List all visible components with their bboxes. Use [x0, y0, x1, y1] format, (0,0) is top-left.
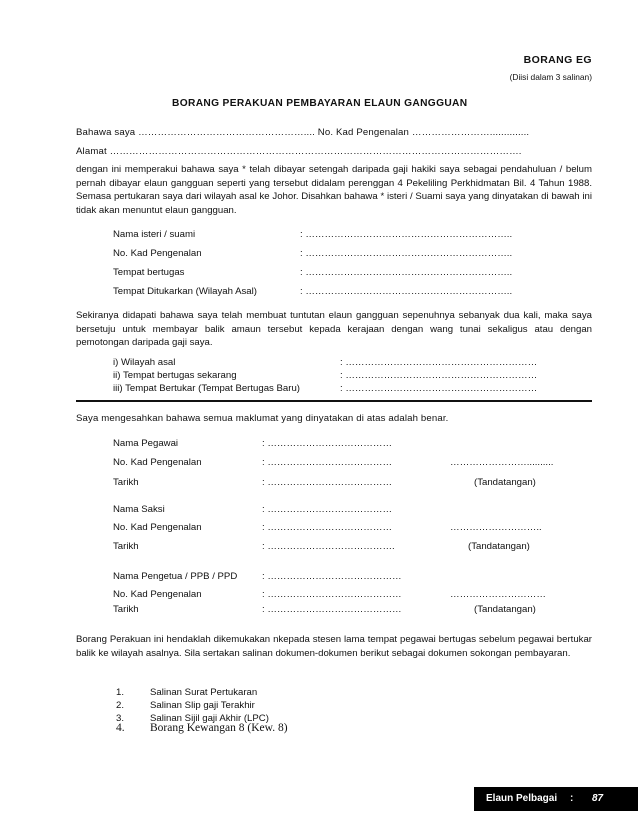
document-item: Salinan Surat Pertukaran — [150, 687, 258, 698]
footer-separator: : — [570, 793, 574, 804]
officer-date-label: Tarikh — [113, 477, 139, 488]
form-code: BORANG EG — [523, 54, 592, 66]
new-workplace-field: : …………………………………………………… — [340, 383, 538, 394]
submission-instructions: Borang Perakuan ini hendaklah dikemukakan nkepada stesen lama tempat pegawai bertugas sebelum pegawai bertukar balik ke wilayah asalnya. Sila sertakan salinan dokumen-dokumen berikut sebagai dokumen sokongan pembayaran. — [76, 634, 592, 659]
spouse-ic-field: : ……………………………………………………….. — [300, 248, 513, 259]
officer-ic-field: : ………………………………… — [262, 457, 393, 468]
officer-name-label: Nama Pegawai — [113, 438, 179, 449]
document-number: 2. — [116, 700, 125, 711]
origin-region-label: i) Wilayah asal — [113, 357, 176, 368]
principal-ic-field: : …………………………………… — [262, 589, 402, 600]
witness-signature-caption: (Tandatangan) — [468, 541, 530, 552]
principal-date-label: Tarikh — [113, 604, 139, 615]
applicant-name-ic-line: Bahawa saya …………………………………………….... No. Kad Pengenalan …………………….............. — [76, 127, 530, 138]
witness-name-label: Nama Saksi — [113, 504, 165, 515]
witness-name-field: : ………………………………… — [262, 504, 393, 515]
document-item: Salinan Sijil gaji Akhir (LPC) — [150, 713, 269, 724]
spouse-workplace-label: Tempat bertugas — [113, 267, 185, 278]
confirmation-statement: Saya mengesahkan bahawa semua maklumat yang dinyatakan di atas adalah benar. — [76, 413, 449, 424]
spouse-workplace-field: : ……………………………………………………….. — [300, 267, 513, 278]
page-number: 87 — [592, 793, 604, 804]
current-workplace-field: : …………………………………………………… — [340, 370, 538, 381]
principal-name-field: : …………………………………… — [262, 571, 402, 582]
officer-date-field: : ………………………………… — [262, 477, 393, 488]
document-number: 1. — [116, 687, 125, 698]
form-title: BORANG PERAKUAN PEMBAYARAN ELAUN GANGGUAN — [172, 98, 468, 109]
current-workplace-label: ii) Tempat bertugas sekarang — [113, 370, 237, 381]
spouse-name-field: : ……………………………………………………….. — [300, 229, 513, 240]
officer-ic-label: No. Kad Pengenalan — [113, 457, 202, 468]
witness-signature-line: ……………………….. — [450, 522, 542, 533]
document-item: Borang Kewangan 8 (Kew. 8) — [150, 722, 288, 734]
origin-region-field: : …………………………………………………… — [340, 357, 538, 368]
page-footer — [474, 787, 638, 811]
principal-signature-caption: (Tandatangan) — [474, 604, 536, 615]
spouse-transfer-label: Tempat Ditukarkan (Wilayah Asal) — [113, 286, 257, 297]
witness-date-label: Tarikh — [113, 541, 139, 552]
spouse-name-label: Nama isteri / suami — [113, 229, 196, 240]
spouse-ic-label: No. Kad Pengenalan — [113, 248, 202, 259]
witness-date-field: : …………………………………. — [262, 541, 395, 552]
document-item: Salinan Slip gaji Terakhir — [150, 700, 255, 711]
principal-ic-label: No. Kad Pengenalan — [113, 589, 202, 600]
officer-name-field: : ………………………………… — [262, 438, 393, 449]
officer-signature-line: …………………….......... — [450, 457, 554, 468]
principal-name-label: Nama Pengetua / PPB / PPD — [113, 571, 238, 582]
footer-section-title: Elaun Pelbagai — [486, 793, 558, 804]
section-divider — [76, 400, 592, 402]
applicant-address-line: Alamat ………………………………………………………………………………………………………………. — [76, 146, 522, 157]
principal-signature-line: ………………………… — [450, 589, 546, 600]
spouse-transfer-field: : ……………………………………………………….. — [300, 286, 513, 297]
document-number: 4. — [116, 722, 125, 734]
form-copies-note: (Diisi dalam 3 salinan) — [509, 72, 592, 82]
new-workplace-label: iii) Tempat Bertukar (Tempat Bertugas Baru) — [113, 383, 300, 394]
witness-ic-field: : ………………………………… — [262, 522, 393, 533]
refund-agreement-paragraph: Sekiranya didapati bahawa saya telah membuat tuntutan elaun gangguan sepenuhnya sebanyak dua kali, maka saya bersetuju untuk membayar balik amaun tersebut kepada kerajaan dengan wang tunai sekaligus atau dengan pemotongan daripada gaji saya. — [76, 310, 592, 349]
document-number: 3. — [116, 713, 125, 724]
declaration-paragraph: dengan ini memperakui bahawa saya * telah dibayar setengah daripada gaji hakiki saya sebagai pendahuluan / belum pernah dibayar elaun gangguan seperti yang tersebut didalam perenggan 4 Pekeliling Perkhidmatan Bil. 4 Tahun 1988. Semasa pertukaran saya dari wilayah asal ke Johor. Disahkan bahawa * isteri / Suami saya yang dinyatakan di bawah ini tidak akan menuntut elaun gangguan. — [76, 164, 592, 216]
witness-ic-label: No. Kad Pengenalan — [113, 522, 202, 533]
principal-date-field: : …………………………………… — [262, 604, 402, 615]
officer-signature-caption: (Tandatangan) — [474, 477, 536, 488]
